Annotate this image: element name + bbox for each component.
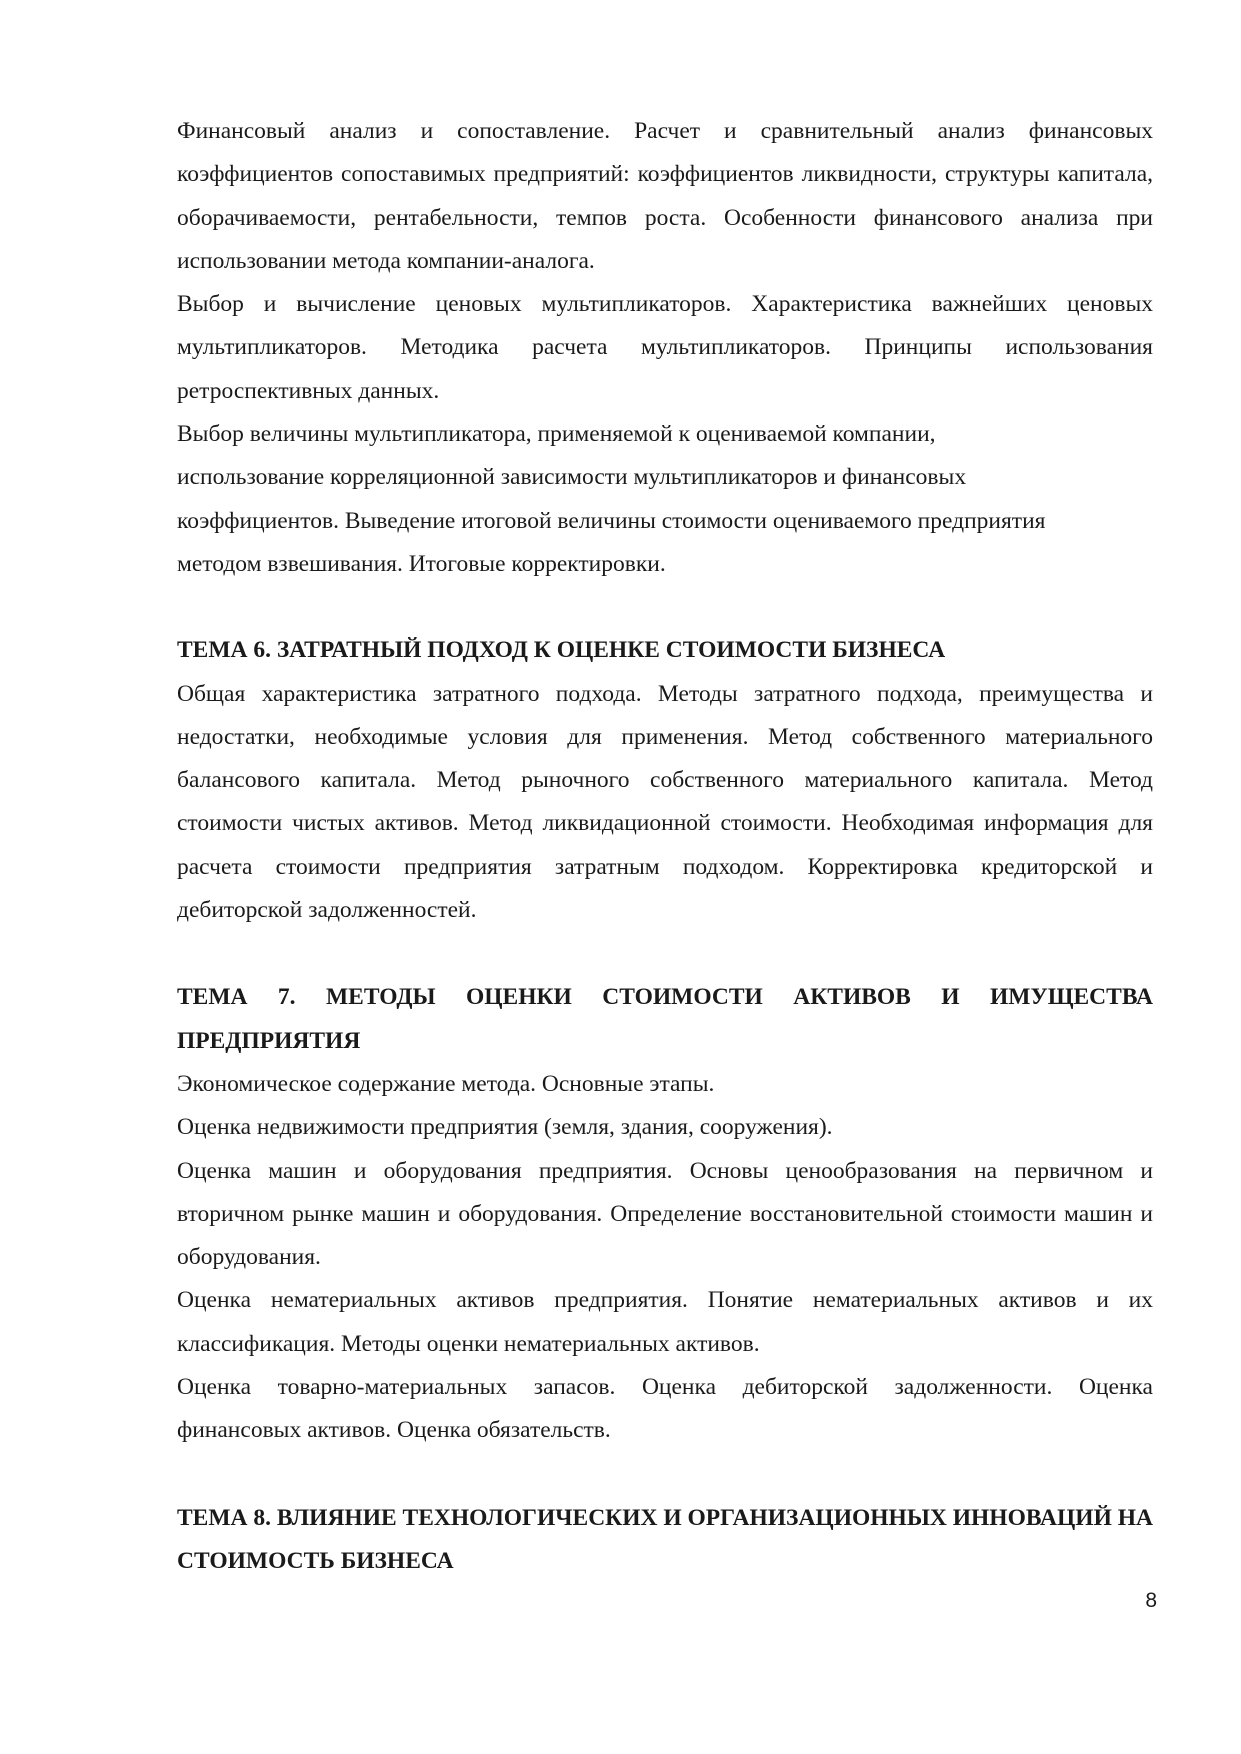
paragraph-economic-content: Экономическое содержание метода. Основные этапы. [177, 1070, 715, 1097]
heading-topic-7: ТЕМА 7. МЕТОДЫ ОЦЕНКИ СТОИМОСТИ АКТИВОВ И ИМУЩЕСТВА ПРЕДПРИЯТИЯ [177, 984, 1153, 1054]
text-line: коэффициентов. Выведение итоговой величины стоимости оцениваемого предприятия [177, 507, 1046, 534]
paragraph-machinery: Оценка машин и оборудования предприятия. Основы ценообразования на первичном и вторичном рынке машин и оборудования. Определение восстановительной стоимости машин и оборудования. [177, 1157, 1153, 1271]
paragraph-multiplier-value [177, 413, 1153, 586]
document-body [177, 110, 1153, 1583]
paragraph-financial-analysis: Финансовый анализ и сопоставление. Расчет и сравнительный анализ финансовых коэффициентов сопоставимых предприятий: коэффициентов ликвидности, структуры капитала, оборачиваемости, рентабельности, темпов роста. Особенности финансового анализа при использовании метода компании-аналога. [177, 118, 1153, 274]
paragraph-cost-approach: Общая характеристика затратного подхода. Методы затратного подхода, преимущества и недостатки, необходимые условия для применения. Метод собственного материального балансового капитала. Метод рыночного собственного материального капитала. Метод стоимости чистых активов. Метод ликвидационной стоимости. Необходимая информация для расчета стоимости предприятия затратным подходом. Корректировка кредиторской и дебиторской задолженностей. [177, 680, 1153, 924]
spacer [177, 932, 1153, 976]
page-number: 8 [1145, 1589, 1157, 1612]
paragraph-price-multipliers: Выбор и вычисление ценовых мультипликаторов. Характеристика важнейших ценовых мультипликаторов. Методика расчета мультипликаторов. Принципы использования ретроспективных данных. [177, 291, 1153, 404]
paragraph-real-estate: Оценка недвижимости предприятия (земля, здания, сооружения). [177, 1114, 833, 1141]
paragraph-intangible-assets: Оценка нематериальных активов предприятия. Понятие нематериальных активов и их классификация. Методы оценки нематериальных активов. [177, 1287, 1153, 1357]
paragraph-inventory: Оценка товарно-материальных запасов. Оценка дебиторской задолженности. Оценка финансовых активов. Оценка обязательств. [177, 1374, 1153, 1444]
heading-topic-8: ТЕМА 8. ВЛИЯНИЕ ТЕХНОЛОГИЧЕСКИХ И ОРГАНИЗАЦИОННЫХ ИННОВАЦИЙ НА СТОИМОСТЬ БИЗНЕСА [177, 1504, 1153, 1574]
text-line: методом взвешивания. Итоговые корректировки. [177, 550, 666, 577]
text-line: Выбор величины мультипликатора, применяемой к оцениваемой компании, [177, 421, 936, 448]
spacer [177, 1453, 1153, 1497]
spacer [177, 586, 1153, 629]
text-line: использование корреляционной зависимости мультипликаторов и финансовых [177, 464, 967, 491]
heading-topic-6: ТЕМА 6. ЗАТРАТНЫЙ ПОДХОД К ОЦЕНКЕ СТОИМОСТИ БИЗНЕСА [177, 637, 946, 664]
